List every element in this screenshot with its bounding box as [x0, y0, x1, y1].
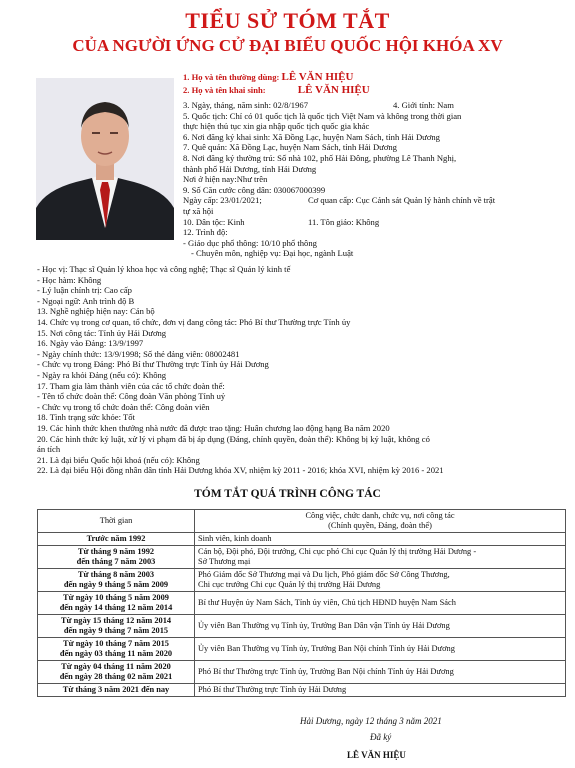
info-party-join-date: 16. Ngày vào Đảng: 13/9/1997 [37, 338, 144, 349]
info-birthdate: 3. Ngày, tháng, năm sinh: 02/8/1967 [183, 100, 308, 110]
row-description [195, 533, 566, 546]
info-hometown: 7. Quê quán: Xã Đồng Lạc, huyện Nam Sách, tỉnh Hải Dương [183, 142, 397, 153]
table-row [38, 592, 566, 615]
info-birth-registration: 6. Nơi đăng ký khai sinh: Xã Đồng Lạc, huyện Nam Sách, tỉnh Hải Dương [183, 131, 440, 142]
info-discipline-cont: án tích [37, 444, 61, 455]
info-health: 18. Tình trạng sức khỏe: Tốt [37, 412, 135, 423]
row-time-end: đến ngày 03 tháng 11 năm 2020 [59, 649, 173, 658]
col-header-time: Thời gian [38, 510, 195, 533]
info-degree: - Học vị: Thạc sĩ Quản lý khoa học và công nghệ; Thạc sĩ Quản lý kinh tế [37, 264, 291, 274]
info-fullname-label: 1. Họ và tên thường dùng: [183, 72, 280, 82]
portrait-photo [36, 78, 174, 240]
row-desc-line: Bí thư Huyện ủy Nam Sách, Tỉnh ủy viên, Chủ tịch HĐND huyện Nam Sách [198, 598, 456, 607]
table-row [38, 638, 566, 661]
info-residence: 8. Nơi đăng ký thường trú: Số nhà 102, phố Hải Đông, phường Lê Thanh Nghị, [183, 152, 457, 163]
info-current-address: Nơi ở hiện nay:Như trên [183, 174, 268, 185]
table-row [38, 661, 566, 684]
row-time-start: Trước năm 1992 [86, 534, 146, 543]
table-row [38, 684, 566, 697]
row-desc-line: Phó Bí thư Thường trực Tỉnh ủy, Trưởng Ban Nội chính Tỉnh ủy Hải Dương [198, 667, 454, 676]
info-birthname-value: LÊ VĂN HIỆU [297, 84, 370, 96]
row-time-start: Từ ngày 04 tháng 11 năm 2020 [61, 662, 171, 671]
signature-place-date: Hải Dương, ngày 12 tháng 3 năm 2021 [300, 716, 442, 726]
row-desc-line: Phó Bí thư Thường trực Tỉnh ủy Hải Dương [198, 685, 347, 694]
info-residence-cont: thành phố Hải Dương, tỉnh Hải Dương [183, 163, 317, 174]
row-description [195, 592, 566, 615]
info-general-education: - Giáo dục phổ thông: 10/10 phổ thông [183, 237, 317, 248]
row-description [195, 546, 566, 569]
info-foreign-language: - Ngoại ngữ: Anh trình độ B [37, 295, 135, 306]
row-desc-line: Chi cục trưởng Chi cục Quản lý thị trường Hải Dương [198, 580, 381, 589]
table-row [38, 569, 566, 592]
info-occupation: 13. Nghề nghiệp hiện nay: Cán bộ [37, 306, 155, 317]
row-time-start: Từ tháng 8 năm 2003 [77, 570, 155, 579]
info-fullname-value: LÊ VĂN HIỆU [281, 71, 354, 83]
info-organizations: 17. Tham gia làm thành viên của các tổ chức đoàn thể: [37, 380, 225, 391]
signature-signed: Đã ký [370, 732, 392, 742]
row-time-end: đến ngày 14 tháng 12 năm 2014 [59, 603, 173, 612]
row-description [195, 569, 566, 592]
row-time-end: đến ngày 28 tháng 02 năm 2021 [59, 672, 173, 681]
row-time [38, 592, 195, 615]
table-header-row [38, 510, 566, 533]
row-description [195, 615, 566, 638]
row-time-start: Từ ngày 10 tháng 7 năm 2015 [62, 639, 169, 648]
info-organization-name: - Tên tổ chức đoàn thể: Công đoàn Văn phòng Tỉnh uỷ [37, 391, 226, 402]
col-header-desc-line1: Công việc, chức danh, chức vụ, nơi công tác [305, 511, 455, 520]
info-id-issue-date: Ngày cấp: 23/01/2021; [183, 195, 262, 206]
info-organization-role: - Chức vụ trong tổ chức đoàn thể: Công đoàn viên [37, 401, 210, 412]
row-time [38, 615, 195, 638]
info-awards: 19. Các hình thức khen thưởng nhà nước đã được trao tặng: Huân chương lao động hạng Ba năm 2020 [37, 422, 390, 433]
row-time [38, 638, 195, 661]
table-row [38, 546, 566, 569]
work-history-title: TÓM TẮT QUÁ TRÌNH CÔNG TÁC [194, 488, 381, 500]
info-ethnicity: 10. Dân tộc: Kinh [183, 216, 245, 227]
info-peoples-council: 22. Là đại biểu Hội đồng nhân dân tỉnh Hải Dương khóa XV, nhiệm kỳ 2011 - 2016; khóa XVI, nhiệm kỳ 2016 - 2021 [37, 465, 444, 476]
info-birthname-label: 2. Họ và tên khai sinh: [183, 85, 266, 95]
row-desc-line: Sở Thương mại [198, 557, 251, 566]
col-header-description [195, 510, 566, 533]
info-position: 14. Chức vụ trong cơ quan, tổ chức, đơn vị đang công tác: Phó Bí thư Thường trực Tỉnh ủy [37, 316, 351, 327]
row-time-end: đến ngày 9 tháng 7 năm 2015 [63, 626, 169, 635]
info-id-issuer: Cơ quan cấp: Cục Cảnh sát Quản lý hành chính về trật [308, 195, 496, 206]
document-title: TIỂU SỬ TÓM TẮT [185, 8, 390, 33]
info-education-heading: 12. Trình độ: [183, 227, 228, 238]
work-history-table [37, 509, 566, 697]
row-desc-line: Ủy viên Ban Thường vụ Tỉnh ủy, Trưởng Ban Nội chính Tỉnh ủy Hải Dương [198, 644, 455, 653]
info-nationality: 5. Quốc tịch: Chỉ có 01 quốc tịch là quốc tịch Việt Nam và không trong thời gian [183, 110, 462, 121]
row-time [38, 546, 195, 569]
row-desc-line: Cán bộ, Đội phó, Đội trưởng, Chi cục phó Chi cục Quản lý thị trường Hải Dương - [198, 547, 477, 556]
row-time-end: đến ngày 9 tháng 5 năm 2009 [63, 580, 169, 589]
row-description [195, 661, 566, 684]
row-time-start: Từ tháng 3 năm 2021 đến nay [62, 685, 170, 694]
info-political-theory: - Lý luận chính trị: Cao cấp [37, 285, 132, 296]
info-party-position: - Chức vụ trong Đảng: Phó Bí thư Thường trực Tỉnh ủy Hải Dương [37, 359, 269, 370]
row-time-start: Từ ngày 15 tháng 12 năm 2014 [60, 616, 172, 625]
info-discipline: 20. Các hình thức kỷ luật, xử lý vi phạm đã bị áp dụng (Đảng, chính quyền, đoàn thể): Không bị kỷ luật, không có [37, 433, 430, 444]
info-id-issuer-cont: tự xã hội [183, 205, 214, 216]
personal-info-block [183, 72, 563, 259]
info-party-leave: - Ngày ra khỏi Đảng (nếu có): Không [37, 369, 167, 380]
row-time-end: đến tháng 7 năm 2003 [76, 557, 156, 566]
info-id-number: 9. Số Căn cước công dân: 030067000399 [183, 184, 326, 195]
info-religion: 11. Tôn giáo: Không [308, 216, 380, 227]
info-party-official-date: - Ngày chính thức: 13/9/1998; Số thẻ đảng viên: 08002481 [37, 348, 240, 359]
info-gender: 4. Giới tính: Nam [393, 100, 454, 110]
info-nationality-cont: thực hiện thủ tục xin gia nhập quốc tịch quốc gia khác [183, 121, 370, 132]
row-description [195, 684, 566, 697]
row-description [195, 638, 566, 661]
table-row [38, 533, 566, 546]
row-time [38, 533, 195, 546]
row-time-start: Từ tháng 9 năm 1992 [77, 547, 155, 556]
info-academic-title: - Học hàm: Không [37, 274, 102, 285]
row-desc-line: Ủy viên Ban Thường vụ Tỉnh ủy, Trưởng Ban Dân vận Tỉnh ủy Hải Dương [198, 621, 450, 630]
table-row [38, 615, 566, 638]
document-subtitle: CỦA NGƯỜI ỨNG CỬ ĐẠI BIỂU QUỐC HỘI KHÓA XV [72, 36, 503, 55]
info-specialization: - Chuyên môn, nghiệp vụ: Đại học, ngành Luật [191, 248, 354, 259]
row-time-start: Từ ngày 10 tháng 5 năm 2009 [62, 593, 169, 602]
info-national-assembly: 21. Là đại biểu Quốc hội khoá (nếu có): Không [37, 454, 200, 465]
portrait-illustration [36, 78, 174, 240]
row-time [38, 569, 195, 592]
row-time [38, 661, 195, 684]
career-info-block [37, 264, 562, 476]
signature-name: LÊ VĂN HIỆU [347, 750, 406, 760]
info-workplace: 15. Nơi công tác: Tỉnh ủy Hải Dương [37, 327, 167, 338]
col-header-desc-line2: (Chính quyền, Đảng, đoàn thể) [328, 521, 432, 530]
row-desc-line: Phó Giám đốc Sở Thương mại và Du lịch, Phó giám đốc Sở Công Thương, [198, 570, 450, 579]
row-time [38, 684, 195, 697]
row-desc-line: Sinh viên, kinh doanh [198, 534, 272, 543]
